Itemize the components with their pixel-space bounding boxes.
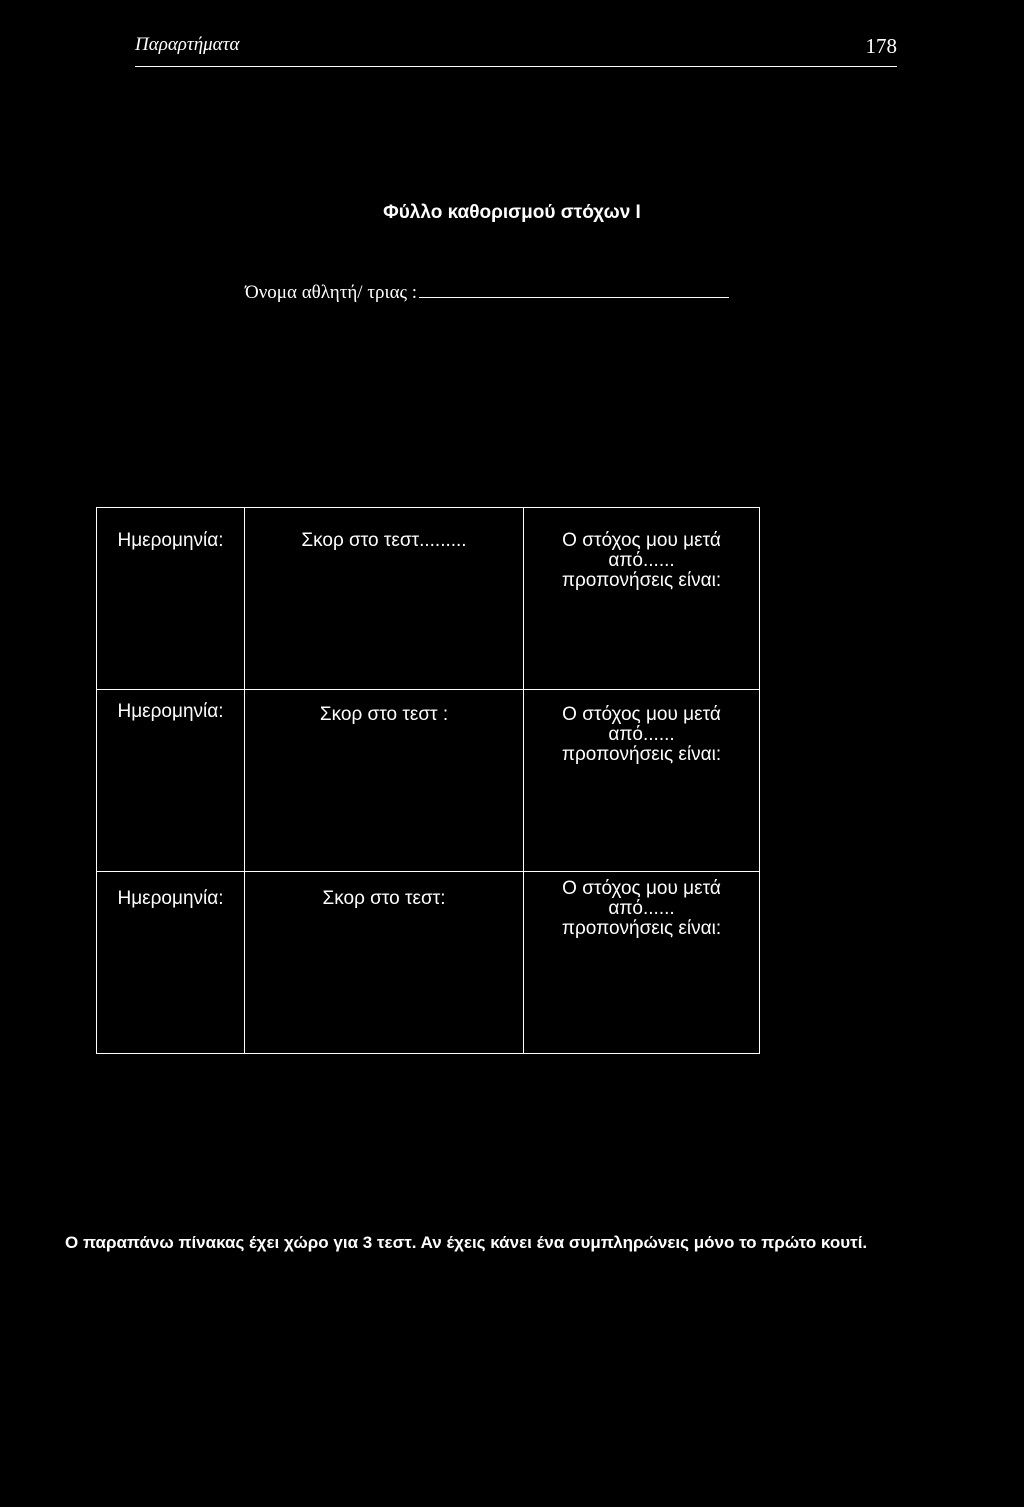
- goal-label-line2: από......: [608, 550, 675, 571]
- score-cell[interactable]: [245, 508, 524, 690]
- date-label: Ημερομηνία:: [117, 701, 224, 722]
- goal-cell[interactable]: [524, 508, 760, 690]
- goal-setting-table: [96, 507, 760, 1054]
- athlete-name-label: Όνομα αθλητή/ τριας :: [245, 282, 418, 303]
- goal-label-line3: προπονήσεις είναι:: [561, 918, 722, 939]
- score-label: Σκορ στο τεστ :: [319, 704, 449, 725]
- page-header: [135, 34, 897, 67]
- table-row: [97, 690, 760, 872]
- date-cell[interactable]: [97, 690, 245, 872]
- date-cell[interactable]: [97, 508, 245, 690]
- athlete-name-line: [245, 282, 729, 304]
- document-title: Φύλλο καθορισμού στόχων Ι: [383, 202, 641, 223]
- date-label: Ημερομηνία:: [117, 530, 224, 551]
- page-number: 178: [865, 34, 897, 58]
- score-label: Σκορ στο τεστ:: [322, 888, 446, 909]
- athlete-name-blank[interactable]: [419, 296, 729, 298]
- goal-label-line1: Ο στόχος μου μετά: [562, 878, 721, 899]
- table-row: [97, 508, 760, 690]
- goal-label-line2: από......: [608, 898, 675, 919]
- goal-label-line2: από......: [608, 724, 675, 745]
- footnote: Ο παραπάνω πίνακας έχει χώρο για 3 τεστ. Αν έχεις κάνει ένα συμπληρώνεις μόνο το πρώτο κουτί.: [65, 1233, 868, 1252]
- score-cell[interactable]: [245, 690, 524, 872]
- goal-cell[interactable]: [524, 690, 760, 872]
- date-label: Ημερομηνία:: [117, 888, 224, 909]
- goal-label-line1: Ο στόχος μου μετά: [562, 530, 721, 551]
- table-row: [97, 872, 760, 1054]
- score-cell[interactable]: [245, 872, 524, 1054]
- goal-cell[interactable]: [524, 872, 760, 1054]
- goal-label-line3: προπονήσεις είναι:: [561, 744, 722, 765]
- score-label: Σκορ στο τεστ.........: [301, 530, 467, 551]
- date-cell[interactable]: [97, 872, 245, 1054]
- header-section-title: Παραρτήματα: [135, 34, 240, 55]
- goal-label-line3: προπονήσεις είναι:: [561, 570, 722, 591]
- goal-label-line1: Ο στόχος μου μετά: [562, 704, 721, 725]
